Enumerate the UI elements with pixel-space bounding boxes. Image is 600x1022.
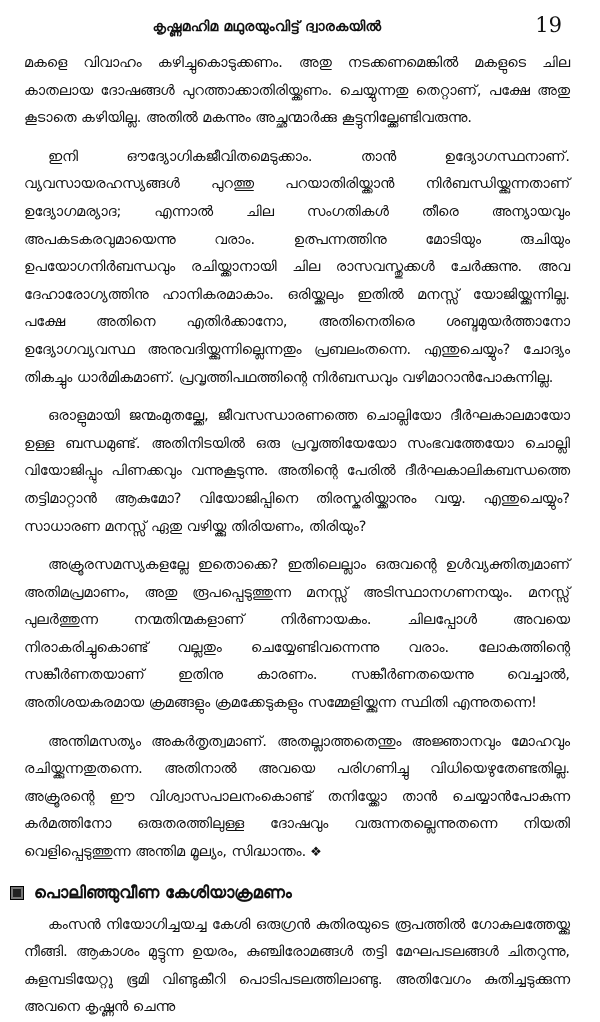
paragraph: മകളെ വിവാഹം കഴിച്ചുകൊടുക്കണം. അതു നടക്കണമെങ്കിൽ മകളുടെ ചില കാതലായ ദോഷങ്ങൾ പുറത്താക്കാതിരിയ്ക്കണം. ചെയ്യുന്നതു തെറ്റാണ്, പക്ഷേ അതു കൂടാതെ കഴിയില്ല. അതിൽ മകന്നും അച്ഛന്മാർക്കു കൂട്ടുനില്ക്കേണ്ടിവരുന്നു. [24,55,570,127]
section-title: പൊലിഞ്ഞുവീണ കേശിയാക്രമണം [34,882,292,902]
paragraph-text: അന്തിമസത്യം അകർതൃത്വമാണ്. അതല്ലാത്തതെന്തും അജ്ഞാനവും മോഹവും രചിയ്ക്കുന്നതുതന്നെ. അതിനാൽ അവയെ പരിഗണിച്ചു വിധിയെഴുതേണ്ടതില്ല. അക്രൂരന്റെ ഈ വിശ്വാസപാലനംകൊണ്ട് തനിയ്ക്കോ താൻ ചെയ്യാൻപോകുന്ന കർമത്തിനോ ഒരുതരത്തിലുള്ള ദോഷവും വരുന്നതല്ലെന്നുതന്നെ നിയതി വെളിപ്പെടുത്തുന്ന അന്തിമ മൂല്യം, സിദ്ധാന്തം. [24,733,570,861]
square-bullet-icon [10,886,24,900]
page-header [24,0,570,50]
paragraph: ഇനി ഔദ്യോഗികജീവിതമെടുക്കാം. താൻ ഉദ്യോഗസ്ഥനാണ്. വ്യവസായരഹസ്യങ്ങൾ പുറത്തു പറയാതിരിയ്ക്കാൻ നിർബന്ധിയ്ക്കുന്നതാണ് ഉദ്യോഗമര്യാദ; എന്നാൽ ചില സംഗതികൾ തീരെ അന്യായവും അപകടകരവുമായെന്നു വരാം. ഉത്പന്നത്തിനു മോടിയും രുചിയും ഉപയോഗനിർബന്ധവും രചിയ്ക്കാനായി ചില രാസവസ്തുക്കൾ ചേർക്കുന്നു. അവ ദേഹാരോഗ്യത്തിനു ഹാനികരമാകാം. ഒരിയ്ക്കലും ഇതിൽ മനസ്സ് യോജിയ്ക്കുന്നില്ല. പക്ഷേ അതിനെ എതിർക്കാനോ, അതിനെതിരെ ശബ്ദമുയർത്താനോ ഉദ്യോഗവ്യവസ്ഥ അനുവദിയ്ക്കുന്നില്ലെന്നതും പ്രബലംതന്നെ. എന്തുചെയ്യും? ചോദ്യം തികച്ചും ധാർമികമാണ്. പ്രവൃത്തിപഥത്തിന്റെ നിർബന്ധവും വഴിമാറാൻപോകുന്നില്ല. [24,148,570,386]
paragraph-last [24,729,570,867]
end-ornament-icon: ❖ [310,845,322,861]
running-title: കൃഷ്ണമഹിമ മഥുരയുംവിട്ട് ദ്വാരകയിൽ [152,19,382,35]
page-number: 19 [535,13,562,37]
paragraph: അക്രൂരസമസ്യകളല്ലേ ഇതൊക്കെ? ഇതിലെല്ലാം ഒരുവന്റെ ഉൾവ്യക്തിത്വമാണ് അതിമപ്രമാണം, അതു രൂപപ്പെടുത്തുന്ന മനസ്സ് അടിസ്ഥാനഗണനയും. മനസ്സ് പുലർത്തുന്ന നന്മതിന്മകളാണ് നിർണായകം. ചിലപ്പോൾ അവയെ നിരാകരിച്ചുകൊണ്ട് വല്ലതും ചെയ്യേണ്ടിവന്നെന്നു വരാം. ലോകത്തിന്റെ സങ്കീർണതയാണ് ഇതിനു കാരണം. സങ്കീർണതയെന്നു വെച്ചാൽ, അതിശയകരമായ ക്രമങ്ങളും ക്രമക്കേടുകളും സമ്മേളിയ്ക്കുന്ന സ്ഥിതി എന്നുതന്നെ! [24,557,570,712]
section-heading [10,878,570,908]
section-paragraph: കംസൻ നിയോഗിച്ചയച്ച കേശി ഒരുഗ്രൻ കുതിരയുടെ രൂപത്തിൽ ഗോകുലത്തേയ്ക്കു നീങ്ങി. ആകാശം മുട്ടുന്ന ഉയരം, കുഞ്ചിരോമങ്ങൾ തട്ടി മേഘപടലങ്ങൾ ചിതറുന്നു, കുളമ്പടിയേറ്റു ഭൂമി വിണ്ടുകീറി പൊടിപടലത്തിലാണ്ടു. അതിവേഗം കുതിച്ചടുക്കുന്ന അവനെ കൃഷ്ണൻ ചെന്നു [24,916,570,1016]
paragraph: ഒരാളുമായി ജന്മംമുതല്ക്കേ, ജീവസന്ധാരണത്തെ ചൊല്ലിയോ ദീർഘകാലമായോ ഉള്ള ബന്ധമുണ്ട്. അതിനിടയിൽ ഒരു പ്രവൃത്തിയേയോ സംഭവത്തേയോ ചൊല്ലി വിയോജിപ്പും പിണക്കവും വന്നുകൂടുന്നു. അതിന്റെ പേരിൽ ദീർഘകാലികബന്ധത്തെ തട്ടിമാറ്റാൻ ആകുമോ? വിയോജിപ്പിനെ തിരസ്കരിയ്ക്കാനും വയ്യ. എന്തുചെയ്യും? സാധാരണ മനസ്സ് ഏതു വഴിയ്ക്കു തിരിയണം, തിരിയും? [24,408,570,535]
